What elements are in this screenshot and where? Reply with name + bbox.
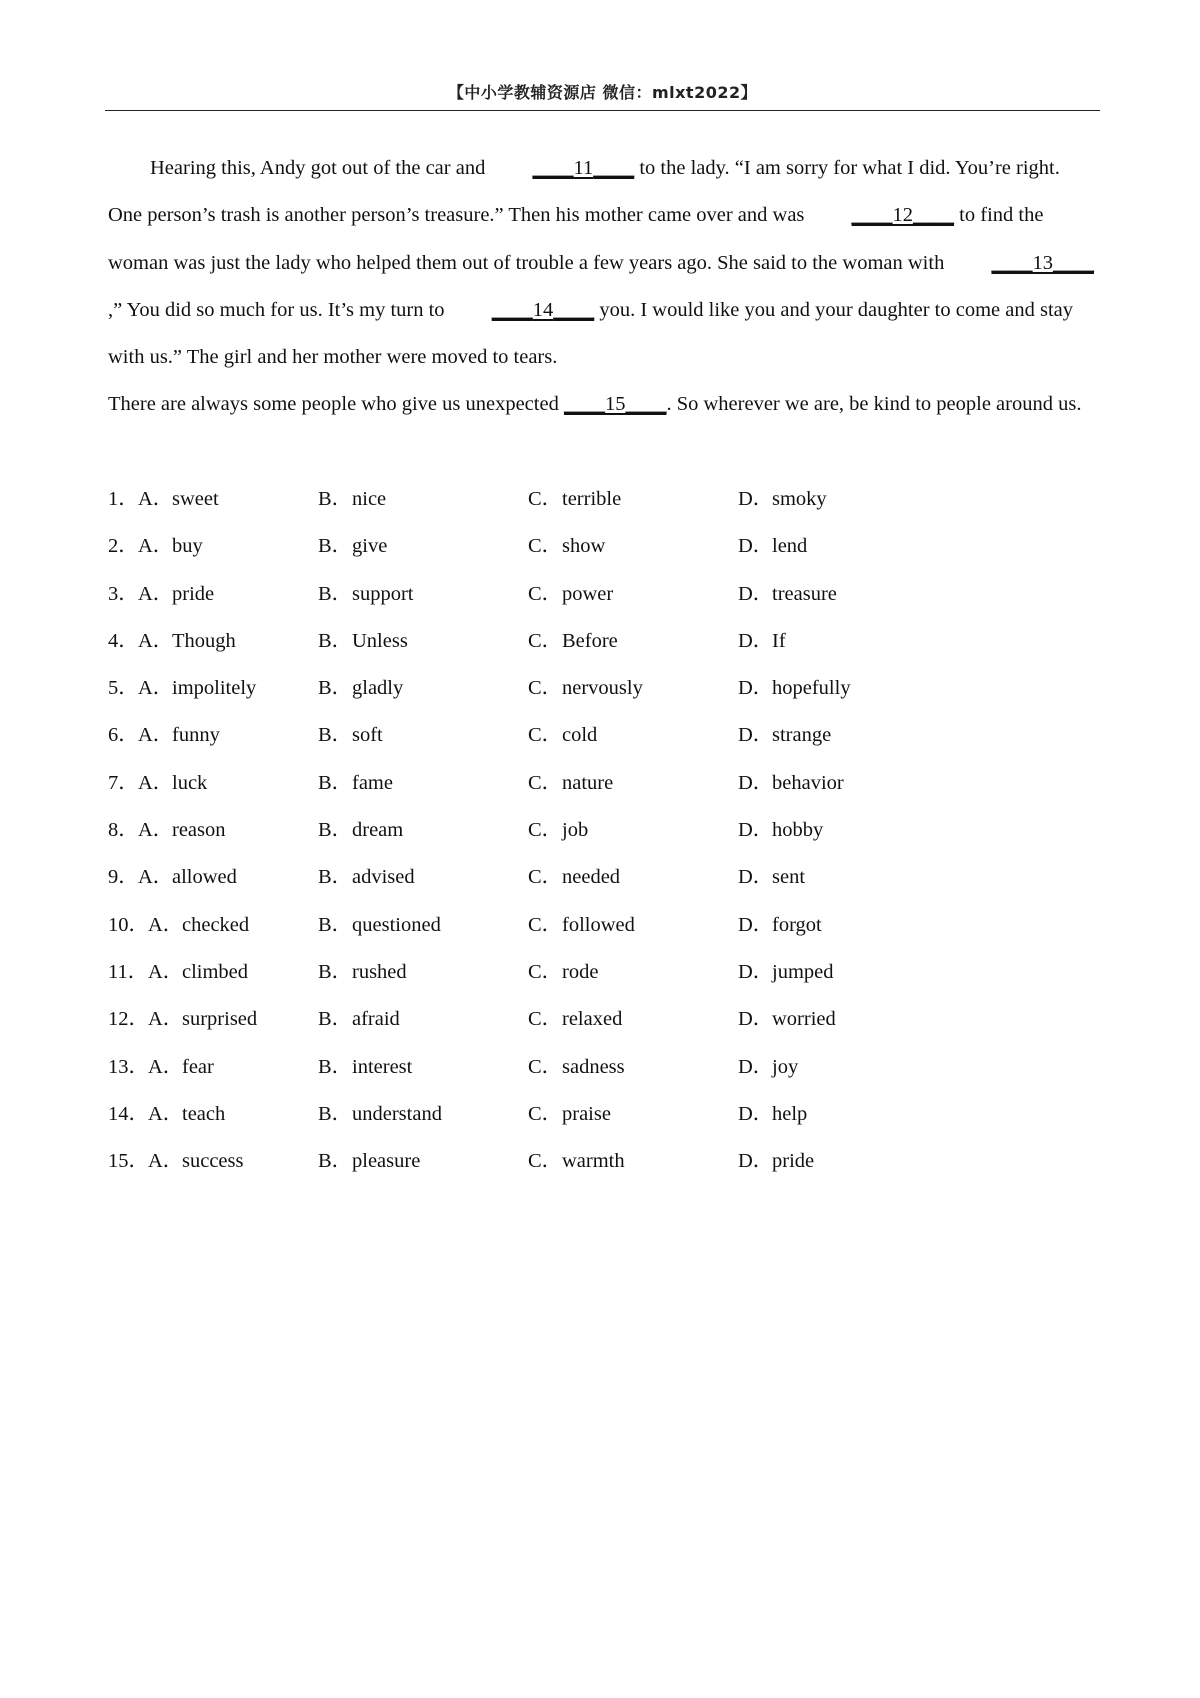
option-text: allowed: [172, 866, 237, 889]
option-letter: B．: [318, 535, 353, 558]
option-text: relaxed: [562, 1008, 623, 1031]
option-letter: C．: [528, 1102, 563, 1125]
question-row: [108, 807, 1098, 854]
blank-15: ____15____: [563, 393, 667, 416]
option-letter: C．: [528, 1055, 563, 1078]
passage-paragraph-1: [108, 145, 1098, 381]
option-letter: C．: [528, 1008, 563, 1031]
question-number: 4．: [108, 629, 139, 652]
option-letter: D．: [738, 1055, 774, 1078]
question-row: [108, 996, 1098, 1043]
option-a: [138, 854, 237, 901]
option-b: [318, 1091, 442, 1138]
option-text: Though: [172, 629, 236, 652]
passage-text: ,” You did so much for us. It’s my turn to: [108, 298, 450, 321]
option-text: Before: [562, 629, 618, 652]
question-number: 10．: [108, 913, 149, 936]
option-c: [528, 902, 635, 949]
option-text: teach: [182, 1102, 226, 1125]
option-text: fear: [182, 1055, 214, 1078]
option-text: forgot: [772, 913, 822, 936]
option-letter: A．: [138, 866, 174, 889]
option-text: understand: [352, 1102, 442, 1125]
question-row: [108, 476, 1098, 523]
option-text: funny: [172, 724, 220, 747]
option-text: gladly: [352, 677, 404, 700]
question-number: 1．: [108, 488, 139, 510]
option-text: sweet: [172, 488, 219, 510]
option-text: pride: [772, 1150, 815, 1173]
option-letter: C．: [528, 771, 563, 794]
option-text: worried: [772, 1008, 836, 1031]
option-text: fame: [352, 771, 393, 794]
option-text: help: [772, 1102, 808, 1125]
option-letter: A．: [148, 1102, 184, 1125]
option-d: [738, 902, 822, 949]
option-letter: D．: [738, 582, 774, 605]
option-letter: A．: [138, 677, 174, 700]
option-b: [318, 760, 393, 807]
option-text: hobby: [772, 819, 824, 842]
option-c: [528, 712, 597, 759]
option-b: [318, 949, 407, 996]
option-c: [528, 1138, 625, 1185]
question-number: 13．: [108, 1055, 149, 1078]
option-text: If: [772, 629, 786, 652]
question-number: 12．: [108, 1008, 149, 1031]
option-letter: C．: [528, 960, 563, 983]
question-number: 5．: [108, 677, 139, 700]
option-c: [528, 807, 588, 854]
option-text: warmth: [562, 1150, 625, 1173]
option-a: [148, 996, 257, 1043]
option-text: praise: [562, 1102, 611, 1125]
option-d: [738, 949, 834, 996]
question-row: [108, 1091, 1098, 1138]
question-row: [108, 902, 1098, 949]
passage-text: to the lady. “I am sorry for what I did. You’re right. One person’s trash is another person’s treasure.” Then his mother came over and was: [108, 157, 1060, 227]
option-text: terrible: [562, 488, 622, 510]
question-row: [108, 1044, 1098, 1091]
option-letter: C．: [528, 535, 563, 558]
option-b: [318, 712, 383, 759]
option-b: [318, 665, 403, 712]
option-text: hopefully: [772, 677, 851, 700]
question-row: [108, 949, 1098, 996]
option-letter: B．: [318, 1055, 353, 1078]
option-text: luck: [172, 771, 208, 794]
option-letter: A．: [138, 819, 174, 842]
option-text: strange: [772, 724, 832, 747]
option-letter: B．: [318, 724, 353, 747]
option-letter: A．: [148, 913, 184, 936]
option-d: [738, 1138, 814, 1185]
option-text: lend: [772, 535, 808, 558]
option-text: give: [352, 535, 388, 558]
option-letter: A．: [148, 1150, 184, 1173]
question-row: [108, 854, 1098, 901]
option-d: [738, 523, 807, 570]
option-letter: A．: [138, 724, 174, 747]
option-letter: B．: [318, 677, 353, 700]
option-a: [138, 712, 220, 759]
option-letter: B．: [318, 1008, 353, 1031]
option-letter: A．: [138, 771, 174, 794]
option-text: impolitely: [172, 677, 257, 700]
option-c: [528, 996, 622, 1043]
option-letter: D．: [738, 960, 774, 983]
option-letter: D．: [738, 771, 774, 794]
option-text: interest: [352, 1055, 413, 1078]
question-list: [108, 476, 1098, 1185]
blank-11: ____11____: [532, 157, 635, 179]
option-text: Unless: [352, 629, 408, 652]
option-b: [318, 523, 387, 570]
option-text: nature: [562, 771, 614, 794]
option-a: [148, 1044, 214, 1091]
option-letter: C．: [528, 913, 563, 936]
option-c: [528, 523, 605, 570]
option-letter: B．: [318, 629, 353, 652]
option-text: nervously: [562, 677, 643, 700]
option-b: [318, 476, 386, 523]
option-c: [528, 1091, 611, 1138]
question-row: [108, 523, 1098, 570]
option-text: afraid: [352, 1008, 400, 1031]
option-letter: A．: [138, 488, 174, 510]
option-letter: C．: [528, 1150, 563, 1173]
option-a: [148, 949, 248, 996]
option-text: sent: [772, 866, 806, 889]
option-letter: B．: [318, 1102, 353, 1125]
option-text: questioned: [352, 913, 441, 936]
option-text: rode: [562, 960, 599, 983]
option-a: [148, 1091, 225, 1138]
option-text: checked: [182, 913, 250, 936]
option-letter: D．: [738, 677, 774, 700]
question-row: [108, 1138, 1098, 1185]
question-number: 9．: [108, 866, 139, 889]
option-b: [318, 1044, 412, 1091]
option-c: [528, 949, 598, 996]
option-c: [528, 476, 621, 523]
option-text: buy: [172, 535, 203, 558]
option-a: [138, 760, 207, 807]
option-letter: D．: [738, 819, 774, 842]
passage-text: There are always some people who give us unexpected: [108, 393, 564, 416]
blank-14: ____14____: [491, 298, 595, 321]
option-a: [138, 571, 214, 618]
page-header: 【中小学教辅资源店 微信：mlxt2022】: [447, 83, 758, 102]
option-text: jumped: [772, 960, 834, 983]
option-letter: C．: [528, 866, 563, 889]
question-number: 7．: [108, 771, 139, 794]
option-letter: C．: [528, 488, 563, 510]
option-text: pride: [172, 582, 215, 605]
option-text: support: [352, 582, 414, 605]
option-b: [318, 618, 408, 665]
question-number: 11．: [108, 960, 149, 983]
question-row: [108, 712, 1098, 759]
option-d: [738, 665, 851, 712]
passage: [108, 145, 1098, 429]
question-row: [108, 665, 1098, 712]
option-letter: C．: [528, 819, 563, 842]
option-text: cold: [562, 724, 598, 747]
option-text: needed: [562, 866, 621, 889]
question-row: [108, 571, 1098, 618]
option-letter: D．: [738, 913, 774, 936]
option-letter: D．: [738, 1102, 774, 1125]
option-letter: A．: [148, 1055, 184, 1078]
option-d: [738, 996, 836, 1043]
question-number: 3．: [108, 582, 139, 605]
option-a: [148, 902, 249, 949]
question-number: 6．: [108, 724, 139, 747]
option-a: [138, 807, 226, 854]
option-text: rushed: [352, 960, 407, 983]
blank-13: ____13____: [991, 251, 1094, 274]
option-text: success: [182, 1150, 244, 1173]
option-c: [528, 854, 620, 901]
question-number: 8．: [108, 819, 139, 842]
option-text: reason: [172, 819, 226, 842]
option-text: followed: [562, 913, 635, 936]
option-text: show: [562, 535, 606, 558]
passage-text: to find the woman was just the lady who helped them out of trouble a few years ago. She said to the woman with: [108, 204, 1044, 274]
option-d: [738, 1044, 798, 1091]
option-d: [738, 476, 827, 523]
option-text: joy: [772, 1055, 799, 1078]
option-a: [138, 665, 256, 712]
option-c: [528, 571, 613, 618]
option-c: [528, 618, 618, 665]
option-a: [138, 618, 236, 665]
option-letter: D．: [738, 1008, 774, 1031]
option-d: [738, 618, 786, 665]
option-letter: A．: [138, 629, 174, 652]
option-text: power: [562, 582, 614, 605]
option-d: [738, 712, 831, 759]
option-letter: D．: [738, 1150, 774, 1173]
option-text: job: [562, 819, 589, 842]
option-text: sadness: [562, 1055, 625, 1078]
option-text: behavior: [772, 771, 844, 794]
option-text: pleasure: [352, 1150, 421, 1173]
question-row: [108, 760, 1098, 807]
option-b: [318, 902, 441, 949]
option-text: advised: [352, 866, 415, 889]
question-row: [108, 618, 1098, 665]
passage-text: Hearing this, Andy got out of the car and: [150, 157, 491, 179]
option-letter: D．: [738, 629, 774, 652]
option-letter: C．: [528, 629, 563, 652]
option-text: treasure: [772, 582, 837, 605]
passage-text: . So wherever we are, be kind to people around us.: [666, 393, 1082, 416]
question-number: 15．: [108, 1150, 149, 1173]
option-letter: D．: [738, 535, 774, 558]
option-letter: B．: [318, 488, 353, 510]
option-text: dream: [352, 819, 404, 842]
header-rule: [105, 110, 1100, 111]
option-letter: D．: [738, 724, 774, 747]
option-letter: B．: [318, 819, 353, 842]
option-c: [528, 1044, 625, 1091]
option-a: [138, 476, 219, 523]
option-d: [738, 1091, 807, 1138]
option-letter: B．: [318, 771, 353, 794]
blank-12: ____12____: [851, 204, 955, 227]
option-letter: B．: [318, 1150, 353, 1173]
option-letter: C．: [528, 677, 563, 700]
passage-paragraph-2: [108, 381, 1098, 428]
option-letter: B．: [318, 913, 353, 936]
option-letter: A．: [148, 960, 184, 983]
option-c: [528, 760, 613, 807]
option-letter: B．: [318, 960, 353, 983]
option-letter: C．: [528, 582, 563, 605]
option-d: [738, 760, 844, 807]
option-b: [318, 807, 403, 854]
option-letter: A．: [138, 582, 174, 605]
option-text: smoky: [772, 488, 827, 510]
option-letter: C．: [528, 724, 563, 747]
option-b: [318, 571, 414, 618]
option-letter: D．: [738, 866, 774, 889]
question-number: 2．: [108, 535, 139, 558]
option-letter: A．: [138, 535, 174, 558]
option-b: [318, 996, 400, 1043]
option-d: [738, 571, 837, 618]
option-c: [528, 665, 643, 712]
question-number: 14．: [108, 1102, 149, 1125]
option-b: [318, 1138, 420, 1185]
option-text: climbed: [182, 960, 249, 983]
option-d: [738, 807, 823, 854]
option-b: [318, 854, 415, 901]
option-letter: A．: [148, 1008, 184, 1031]
option-letter: B．: [318, 582, 353, 605]
option-text: soft: [352, 724, 383, 747]
option-text: nice: [352, 488, 387, 510]
option-text: surprised: [182, 1008, 258, 1031]
option-a: [148, 1138, 243, 1185]
passage-text: you. I would like you and your daughter to come and stay with us.” The girl and her mother were moved to tears.: [108, 298, 1073, 369]
option-d: [738, 854, 805, 901]
option-a: [138, 523, 203, 570]
option-letter: D．: [738, 488, 774, 510]
option-letter: B．: [318, 866, 353, 889]
